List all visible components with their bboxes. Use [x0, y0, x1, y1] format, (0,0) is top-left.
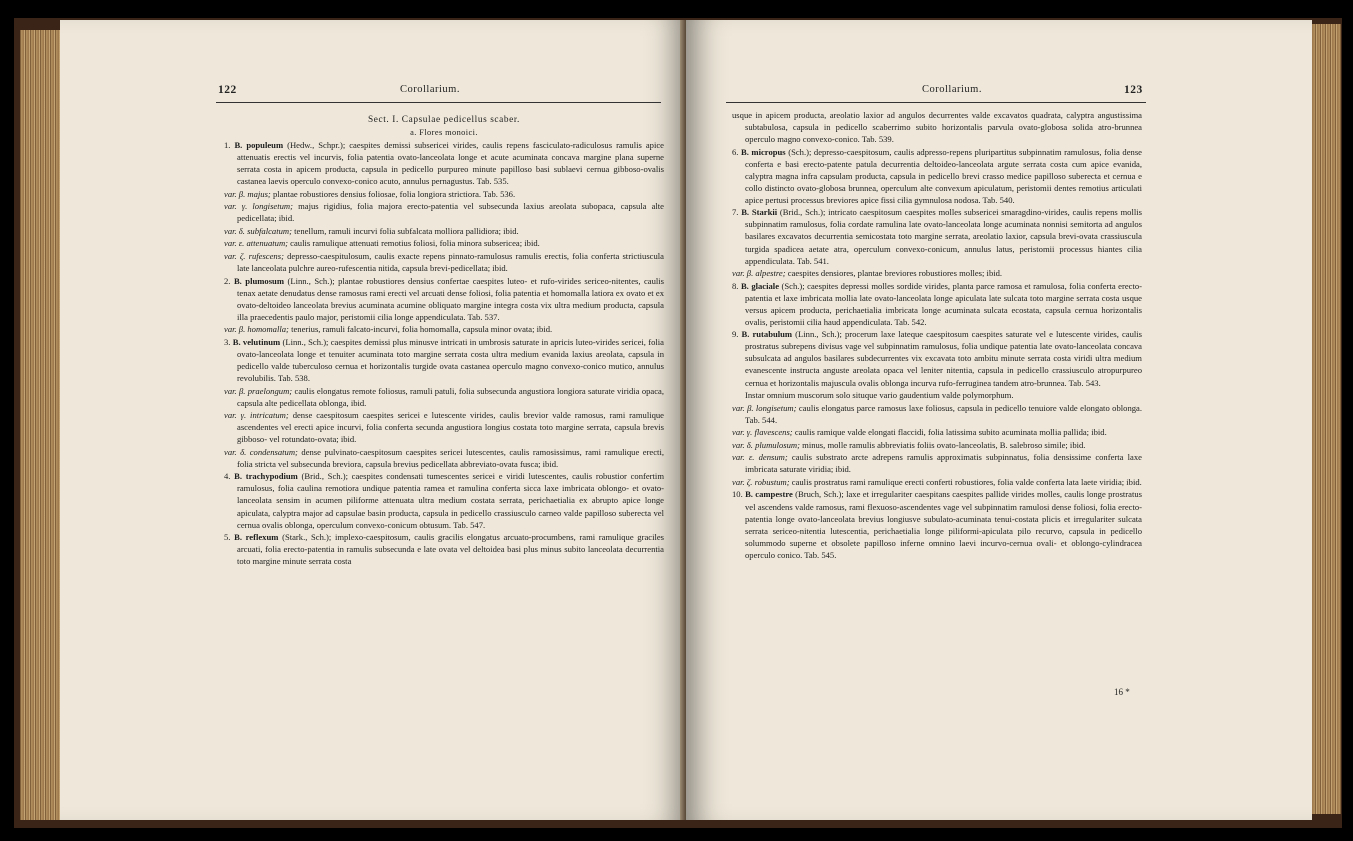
species-name: B. micropus — [741, 146, 786, 157]
variety-label: var. β. alpestre; — [732, 268, 786, 279]
variety-entry — [224, 200, 664, 224]
variety-label: var. ζ. rufescens; — [224, 251, 284, 262]
species-number: 7. — [732, 207, 739, 218]
note-paragraph: Instar omnium muscorum solo situque vario gaudentium valde polymorphum. — [745, 390, 1014, 401]
species-description: (Linn., Sch.); plantae robustiores densius confertae caespites luteo- et rufo-virides sericeo-nitentes, caulis tenax aetate denudatus dense ramosus rami erecti vel arcuati dense foliosi, folia patentia et homomalla latiora ex ovato et ex ovato-deltoideo lanceolata brevius acuminata acumine obliquato margine integra costa vix ultra medium producta, capsula illa praecedentis paulo major, peristomii cilia longe appendiculata. Tab. 537. — [237, 275, 665, 322]
variety-label: var. γ. intricatum; — [224, 410, 289, 421]
species-entry — [732, 488, 1142, 560]
species-name: B. reflexum — [234, 532, 279, 543]
variety-entry — [224, 188, 664, 200]
species-entry — [732, 280, 1142, 328]
variety-entry — [224, 323, 664, 335]
variety-entry — [224, 225, 664, 237]
subsection-title: a. Flores monoici. — [410, 127, 478, 137]
variety-entry — [224, 385, 664, 409]
variety-label: var. ζ. robustum; — [732, 476, 790, 487]
variety-description: caulis elongatus parce ramosus laxe foliosus, capsula in pedicello tenuiore valde elongato oblonga. Tab. 544. — [745, 402, 1142, 425]
species-entry — [224, 336, 664, 384]
variety-description: dense pulvinato-caespitosum caespites sericei lutescentes, caulis ramosissimus, rami ramulique erecti, folia stricta vel subsecunda breviora, capsula brevius pedicellata abbreviato-ovata fusca; ibid. — [237, 446, 664, 469]
variety-entry — [732, 451, 1142, 475]
variety-description: depresso-caespitulosum, caulis exacte repens pinnato-ramulosus ramulis erectis, folia conferta strictiuscula late lanceolata pulchre aureo-rufescentia nitida, capsula brevi-pedicellata; ibid. — [237, 251, 664, 274]
right-entries — [732, 109, 1142, 561]
species-name: B. rutabulum — [741, 329, 793, 340]
variety-label: var. β. longisetum; — [732, 402, 797, 413]
species-name: B. trachypodium — [234, 471, 298, 482]
variety-label: var. γ. longisetum; — [224, 201, 293, 212]
species-entry — [732, 146, 1142, 206]
species-number: 4. — [224, 471, 231, 482]
species-description: (Brid., Sch.); intricato caespitosum caespites molles subsericei smaragdino-virides, caulis repens mollis subpinnatim ramulosus, folia cordate ramulina late ovato-lanceolata longe acuminata nonnisi semitorta ad angulos basilares excavatos decurrentia semicostata toto margine serrata, areolatio laxior, capsula brevi-ovata crassiuscula turgida spadicea aetate atra, operculum convexo-conicum, annulus latus, peristomii processus hiantes cilia appendiculata. Tab. 541. — [745, 207, 1142, 266]
variety-entry — [732, 439, 1142, 451]
species-name: B. glaciale — [740, 280, 780, 291]
variety-label: var. δ. condensatum; — [224, 446, 298, 457]
left-page-number: 122 — [218, 84, 237, 96]
species-entry — [224, 275, 664, 323]
right-page — [686, 20, 1312, 820]
left-head-rule — [216, 102, 661, 103]
species-name: B. Starkii — [741, 207, 778, 218]
species-description: (Brid., Sch.); caespites condensati tumescentes sericei e viridi lutescentes, caulis robustior confertim ramulosus, folia caulina remotiora undique patentia ramea et ramulina conferta sicca laxe imbricata oblongo- et ovato-lanceolata sensim in acumen piliforme attenuata ultra medium costata serrata, perichaetialia ex abrupto apice longe apiculata, calyptra major ad capsulae basin producta, capsula in pedicello crassiusculo carneo valde papilloso suberecta vel cernua ovalis oblonga, operculum convexo-conicum obtusum. Tab. 547. — [237, 471, 664, 530]
variety-entry — [732, 426, 1142, 438]
variety-label: var. γ. flavescens; — [732, 427, 793, 438]
species-name: B. populeum — [234, 140, 284, 151]
variety-description: caespites densiores, plantae breviores robustiores molles; ibid. — [787, 268, 1003, 279]
species-number: 10. — [732, 489, 743, 500]
species-entry — [224, 531, 664, 567]
species-number: 8. — [732, 280, 739, 291]
species-description: (Bruch, Sch.); laxe et irregulariter caespitans caespites pallide virides molles, caulis longe prostratus vel ascendens valde ramosus, rami flexuoso-ascendentes vage vel subpinnatim ramulosi dense foliosi, folia erecto-patentia longe ovato-lanceolata brevius longiusve subulato-acuminata tenui-costata plicis et irregulariter sulcata serrata sericeo-nitentia lutescentia, perichaetialia longe piliformi-apiculata pilo recurvo, capsula in pedicello solummodo superne et obsolete papilloso inferne omnino laevi incurvo-cernua ovali- et oblongo-cylindracea operculo conico. Tab. 545. — [745, 489, 1143, 560]
variety-entry — [732, 402, 1142, 426]
variety-description: caulis prostratus rami ramulique erecti conferti robustiores, folia valde conferta lata laete viridia; ibid. — [791, 476, 1142, 487]
species-number: 3. — [224, 336, 231, 347]
variety-label: var. ε. attenuatum; — [224, 238, 289, 249]
variety-label: var. β. praelongum; — [224, 385, 293, 396]
right-text-block — [732, 109, 1142, 561]
variety-description: tenellum, ramuli incurvi folia subfalcata molliora pallidiora; ibid. — [294, 225, 519, 236]
left-text-block — [224, 114, 664, 568]
variety-entry — [224, 409, 664, 445]
continued-paragraph: usque in apicem producta, areolatio laxior ad angulos decurrentes valde excavatos quadrata, calyptra angustissima subtabulosa, capsula in pedicello scaberrimo subito horizontalis parvula ovato-globosa solida atro-brunnea operculo magno convexo-conico. Tab. 539. — [732, 110, 1142, 145]
species-description: (Sch.); caespites depressi molles sordide virides, planta parce ramosa et ramulosa, folia conferta erecto-patentia et laxe imbricata mollia late ovato-lanceolata longe apiculata late sulcata toto margine serrata costa usque versus apicem producta, perichaetialia imbricata longe acuminata sulcata ecostata, capsula cernua horizontalis ovalis, peristomii cilia haud appendiculata. Tab. 542. — [745, 280, 1142, 327]
variety-label: var. β. majus; — [224, 188, 271, 199]
species-name: B. plumosum — [233, 275, 284, 286]
species-number: 1. — [224, 140, 231, 151]
variety-description: majus rigidius, folia majora erecto-patentia vel subsecunda laxius areolata subopaca, capsula alte pedicellata; ibid. — [237, 201, 664, 224]
right-page-number: 123 — [1124, 84, 1143, 96]
species-number: 6. — [732, 146, 739, 157]
species-description: (Linn., Sch.); caespites demissi plus minusve intricati in umbrosis saturate in apricis luteo-virides sericei, folia ovato-lanceolata longe et tenuiter acuminata toto margine serrata costa ultra medium evanida laxius areolata, capsula in pedicello valde tuberculoso cernua et horizontalis turgide ovata castanea operculo magno convexo-conico mutico, annulus revolubilis. Tab. 538. — [237, 336, 664, 383]
variety-entry — [224, 250, 664, 274]
variety-entry — [732, 476, 1142, 488]
variety-description: dense caespitosum caespites sericei e lutescente virides, caulis brevior valde ramosus, rami ramulique ascendentes vel erecti apice incurvi, folia conferta secunda angustiora longius costata toto margine serrata, capsula brevis gibboso- vel rotundato-ovata; ibid. — [237, 410, 664, 445]
variety-description: caulis ramique valde elongati flaccidi, folia latissima subito acuminata mollia pallida; ibid. — [794, 427, 1107, 438]
species-number: 2. — [224, 275, 231, 286]
variety-description: caulis elongatus remote foliosus, ramuli patuli, folia subsecunda angustiora longiora saturate viridia opaca, capsula alte pedicellata oblonga, ibid. — [237, 385, 665, 408]
left-entries — [224, 139, 664, 567]
species-name: B. velutinum — [232, 336, 281, 347]
species-description: (Sch.); depresso-caespitosum, caulis adpresso-repens pluripartitus subpinnatim ramulosus, folia dense conferta e basi erecto-patente patula decurrentia deltoideo-lanceolata argute serrata costa cum apice evanida, calyptra magna infra capsulam producta, capsula in pedicello brevi crasso medice papilloso suberecta et cernua e collo distincto ovato-globosa brunnea, operculum alte convexum apiculatum, peristomii dentes remotius articulati apice pertusi processus breviores apice fissi cilia gymnulosa nodosa. Tab. 540. — [745, 146, 1142, 205]
left-page — [60, 20, 686, 820]
species-description: (Hedw., Schpr.); caespites demissi subsericei virides, caulis repens fasciculato-radiculosus ramulis apice attenuatis erectis vel incurvis, folia patentia ovato-lanceolata longe et acute acuminata concava margine plana superne serrata costa in apicem producta, capsula in pedicello purpureo minute papilloso basi sublaevi cernua gibboso-ovalis castanea laevis operculo convexo-conico acuto, annulus pernagustus. Tab. 535. — [237, 140, 664, 187]
variety-description: caulis ramulique attenuati remotius foliosi, folia minora subsericea; ibid. — [290, 238, 540, 249]
species-entry — [224, 470, 664, 530]
right-head-rule — [726, 102, 1146, 103]
variety-entry — [732, 267, 1142, 279]
species-number: 9. — [732, 329, 739, 340]
signature-mark: 16 * — [1114, 687, 1130, 697]
variety-entry — [224, 237, 664, 249]
species-name: B. campestre — [745, 489, 793, 500]
species-entry — [732, 206, 1142, 266]
variety-description: minus, molle ramulis abbreviatis foliis ovato-lanceolatis, B. salebroso simile; ibid. — [802, 439, 1086, 450]
species-description: (Linn., Sch.); procerum laxe lateque caespitosum caespites saturate vel e lutescente virides, caulis prostratus subrepens divisus vage vel subpinnatim ramulosus, folia undique patentia late ovato-lanceolata concava subsulcata ad angulos basilares subdecurrentes vix excavata toto ambitu minute serrata costa viridi ultra medium evanescente instructa anguste areolata opaca vel leniter nitentia, capsula in pedicello crassiusculo atropurpureo cernua et horizontalis majuscula ovalis oblonga incurva rufo-ferruginea tandem atro-brunnea. Tab. 543. — [745, 329, 1142, 388]
variety-description: caulis substrato arcte adrepens ramulis approximatis subpinnatus, folia densissime conferta laxe imbricata saturate viridia; ibid. — [745, 452, 1142, 475]
species-number: 5. — [224, 532, 231, 543]
variety-label: var. δ. subfalcatum; — [224, 225, 292, 236]
left-running-head: Corollarium. — [400, 84, 460, 95]
variety-description: tenerius, ramuli falcato-incurvi, folia homomalla, capsula minor ovata; ibid. — [291, 324, 553, 335]
species-description: (Stark., Sch.); implexo-caespitosum, caulis gracilis elongatus arcuato-procumbens, rami ramulique graciles arcuati, folia erecto-patentia in ramulis subsecunda e late ovata vel deltoidea basi plus minus subito lanceolata decurrentia toto margine minute serrata costa — [237, 532, 665, 567]
species-entry — [732, 328, 1142, 388]
variety-label: var. β. homomalla; — [224, 324, 289, 335]
right-running-head: Corollarium. — [922, 84, 982, 95]
variety-label: var. δ. plumulosum; — [732, 439, 800, 450]
species-entry — [224, 139, 664, 187]
variety-description: plantae robustiores densius foliosae, folia longiora strictiora. Tab. 536. — [272, 188, 516, 199]
variety-label: var. ε. densum; — [732, 452, 788, 463]
variety-entry — [224, 446, 664, 470]
section-title: Sect. I. Capsulae pedicellus scaber. — [368, 115, 520, 125]
